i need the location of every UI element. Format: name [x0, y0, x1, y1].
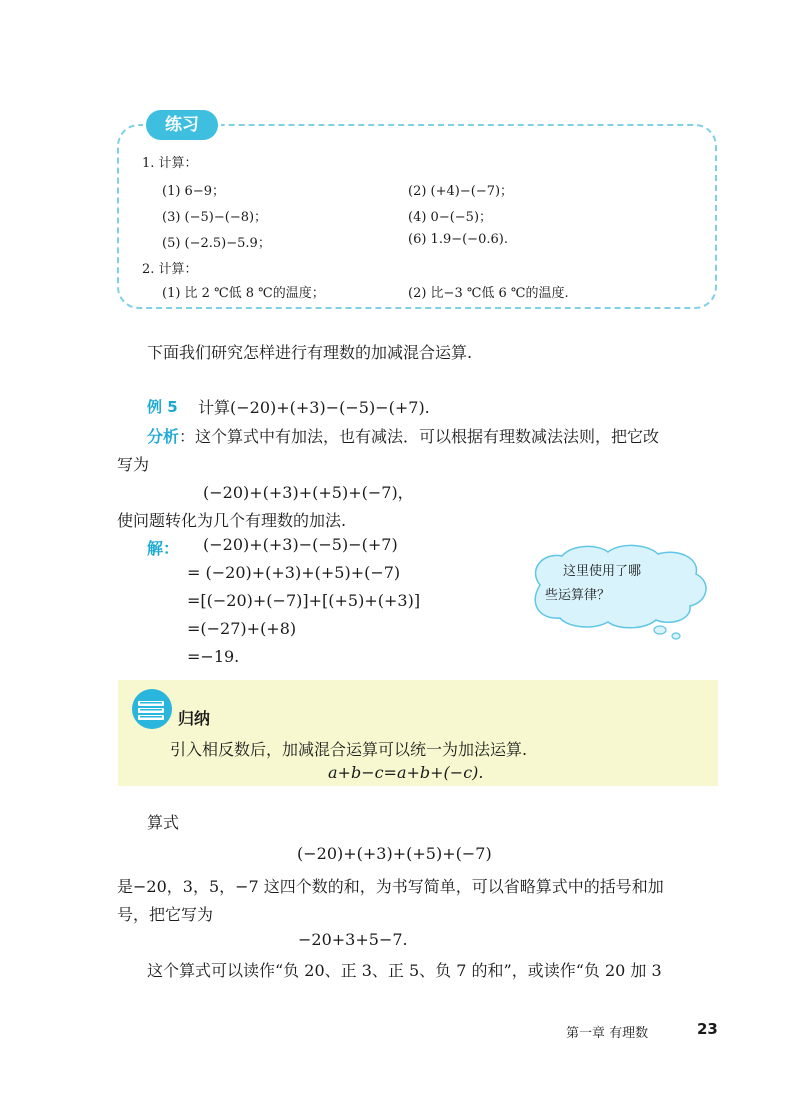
analysis-cont: 写为 [117, 455, 150, 474]
example-label: 例 5 [147, 398, 178, 416]
bubble-line2: 些运算律？ [545, 588, 611, 603]
exercise-item: (4) 0−(−5)； [408, 210, 493, 225]
solution-step: =−19. [187, 647, 240, 666]
footer-chapter: 第一章 有理数 [566, 1026, 649, 1041]
rewrite-expr: (−20)+(+3)+(+5)+(−7)， [203, 483, 414, 502]
bottom-line2: 号，把它写为 [117, 905, 214, 924]
analysis-label: 分析 [147, 427, 180, 446]
exercise-item: (2) (+4)−(−7)； [408, 184, 514, 199]
exercise-q2-label: 2. 计算： [142, 262, 198, 277]
solution-step: =(−27)+(+8) [187, 619, 297, 638]
exercise-item: (5) (−2.5)−5.9； [162, 236, 271, 251]
exercise-q1-label: 1. 计算： [142, 156, 198, 171]
solution-label: 解： [147, 539, 180, 558]
example-problem: 计算(−20)+(+3)−(−5)−(+7). [198, 398, 430, 417]
exercise-item: (3) (−5)−(−8)； [162, 210, 268, 225]
bottom-line3: 这个算式可以读作“负 20、正 3、正 5、负 7 的和”，或读作“负 20 加 3 [147, 961, 662, 980]
exercise-item: (1) 6−9； [162, 184, 225, 199]
exercise-item: (6) 1.9−(−0.6). [408, 232, 508, 247]
bubble-line1: 这里使用了哪 [563, 564, 642, 579]
analysis-text: ：这个算式中有加法，也有减法．可以根据有理数减法法则，把它改 [179, 427, 660, 446]
books-icon [128, 688, 176, 730]
intro-text: 下面我们研究怎样进行有理数的加减混合运算. [147, 343, 473, 362]
solution-step: = (−20)+(+3)+(+5)+(−7) [187, 563, 401, 582]
exercise-q2-item: (1) 比 2 ℃低 8 ℃的温度； [162, 286, 325, 301]
solution-step: (−20)+(+3)−(−5)−(+7) [203, 535, 398, 554]
exercise-tag: 练习 [146, 110, 218, 140]
bottom-line1: 是−20，3，5，−7 这四个数的和，为书写简单，可以省略算式中的括号和加 [117, 877, 664, 896]
summary-title: 归纳 [178, 709, 211, 728]
exercise-q2-item: (2) 比−3 ℃低 6 ℃的温度. [408, 286, 569, 301]
analysis-line [147, 424, 659, 447]
solution-step: =[(−20)+(−7)]+[(+5)+(+3)] [187, 591, 421, 610]
bottom-expr2: −20+3+5−7. [298, 930, 408, 949]
summary-formula: a+b−c=a+b+(−c). [328, 763, 484, 782]
bottom-expr: (−20)+(+3)+(+5)+(−7) [297, 844, 492, 863]
summary-text: 引入相反数后，加减混合运算可以统一为加法运算. [170, 740, 528, 759]
bottom-label: 算式 [147, 813, 180, 832]
page-number: 23 [697, 1020, 718, 1038]
convert-text: 使问题转化为几个有理数的加法. [117, 511, 347, 530]
